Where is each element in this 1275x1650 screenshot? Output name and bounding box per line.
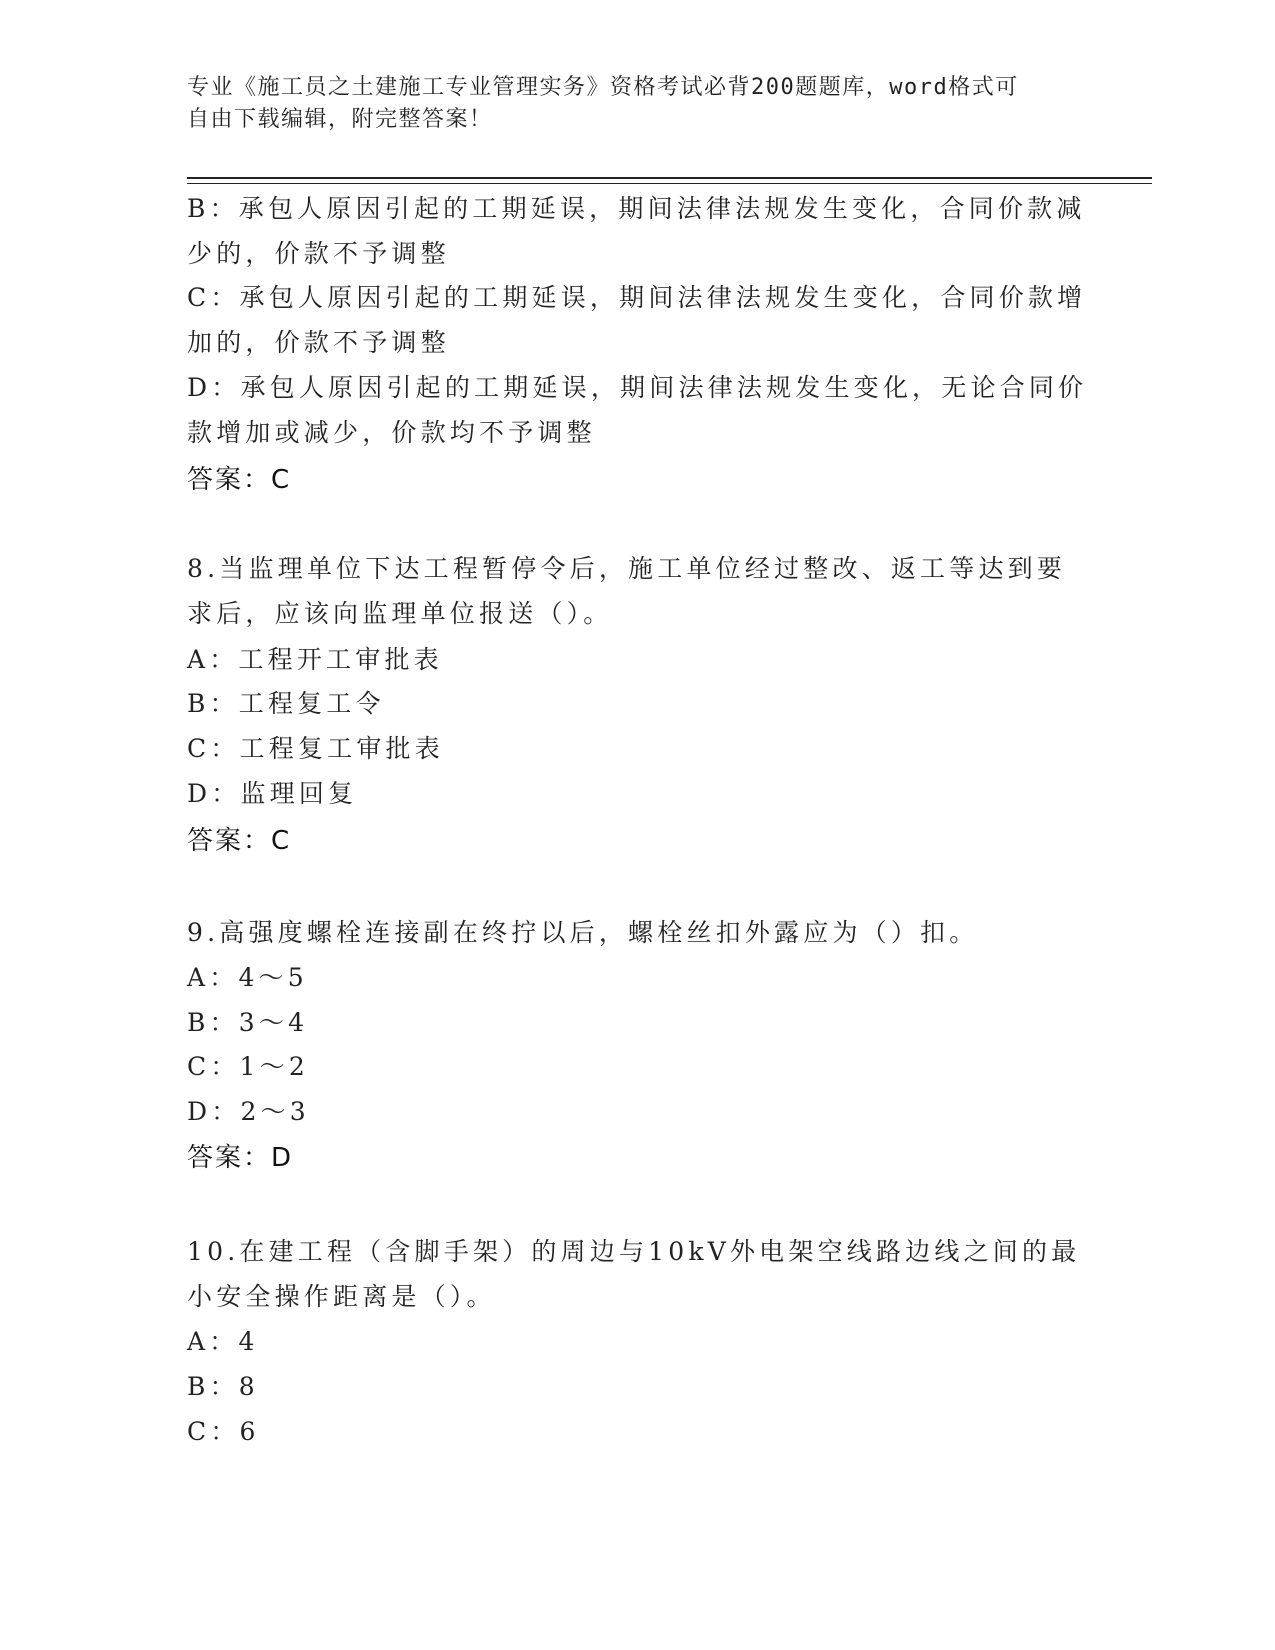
- header-rule-thin: [187, 183, 1152, 184]
- q10-option-a: A：4: [187, 1327, 259, 1356]
- q10-stem-line1: 10.在建工程（含脚手架）的周边与10kV外电架空线路边线之间的最: [187, 1237, 1081, 1266]
- q10-stem-line2: 小安全操作距离是（）。: [187, 1282, 496, 1311]
- q8-option-b: B：工程复工令: [187, 689, 385, 718]
- q10-option-b: B：8: [187, 1372, 259, 1401]
- q9-option-a: A：4～5: [187, 963, 308, 992]
- q8-stem-line2: 求后，应该向监理单位报送（）。: [187, 599, 613, 628]
- q7-option-d-line1: D：承包人原因引起的工期延误，期间法律法规发生变化，无论合同价: [187, 373, 1088, 402]
- q9-option-c: C：1～2: [187, 1052, 309, 1081]
- header-line-2: 自由下载编辑，附完整答案！: [187, 107, 493, 132]
- q7-answer: 答案：C: [187, 465, 292, 495]
- q9-option-b: B：3～4: [187, 1008, 309, 1037]
- q8-option-a: A：工程开工审批表: [187, 645, 443, 674]
- q7-option-b-line2: 少的，价款不予调整: [187, 239, 450, 268]
- q7-option-c-line2: 加的，价款不予调整: [187, 328, 450, 357]
- q8-answer: 答案：C: [187, 826, 292, 856]
- q8-option-d: D：监理回复: [187, 779, 358, 808]
- q9-option-d: D：2～3: [187, 1097, 310, 1126]
- header-line-1: 专业《施工员之土建施工专业管理实务》资格考试必背200题题库，word格式可: [187, 75, 1019, 100]
- header-rule-thick: [187, 177, 1152, 179]
- q8-stem-line1: 8.当监理单位下达工程暂停令后，施工单位经过整改、返工等达到要: [187, 554, 1067, 583]
- document-header: [187, 72, 1067, 136]
- q8-option-c: C：工程复工审批表: [187, 734, 444, 763]
- q7-option-c-line1: C：承包人原因引起的工期延误，期间法律法规发生变化，合同价款增: [187, 283, 1087, 312]
- q9-answer: 答案：D: [187, 1143, 294, 1173]
- q7-option-d-line2: 款增加或减少，价款均不予调整: [187, 418, 596, 447]
- q10-option-c: C：6: [187, 1417, 260, 1446]
- q7-option-b-line1: B：承包人原因引起的工期延误，期间法律法规发生变化，合同价款减: [187, 194, 1086, 223]
- q9-stem-line1: 9.高强度螺栓连接副在终拧以后，螺栓丝扣外露应为（）扣。: [187, 918, 979, 947]
